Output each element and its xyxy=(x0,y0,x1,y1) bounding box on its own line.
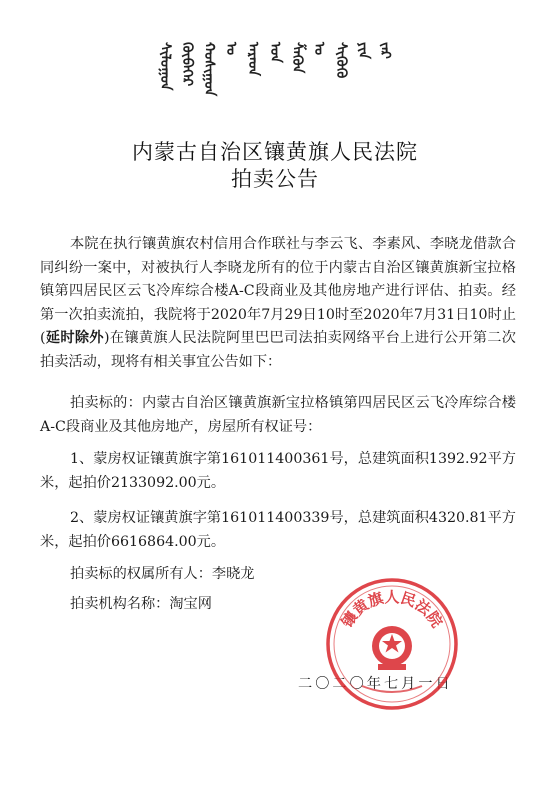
auction-subject-paragraph: 拍卖标的：内蒙古自治区镶黄旗新宝拉格镇第四居民区云飞冷库综合楼A-C段商业及其他房地产，房屋所有权证号： xyxy=(40,395,516,435)
document-date: 二〇二〇年七月一日 xyxy=(298,676,453,692)
owner-line: 拍卖标的权属所有人：李晓龙 xyxy=(70,566,255,582)
document-subtitle: 拍卖公告 xyxy=(231,167,319,191)
mongolian-word: ᠱᠡᠭᠦᠨ xyxy=(289,42,305,74)
property-item-1: 1、蒙房权证镶黄旗字第161011400361号，总建筑面积1392.92平方米，起拍价2133092.00元。 xyxy=(40,451,516,491)
intro-bold-text: 延时除外 xyxy=(45,330,104,346)
mongolian-word: ᠤᠨ xyxy=(267,42,283,63)
court-seal-stamp xyxy=(322,574,462,714)
mongolian-word: ᠠᠷᠠᠳ xyxy=(245,42,261,77)
mongolian-word: ᠶᠢᠨ xyxy=(355,42,371,59)
mongolian-word: ᠬᠥᠪᠡᠭᠡᠷ xyxy=(179,42,195,87)
mongolian-word: ᠤ xyxy=(223,42,239,56)
property-item-2: 2、蒙房权证镶黄旗字第161011400339号，总建筑面积4320.81平方米，起拍价6616864.00元。 xyxy=(40,510,516,550)
agency-line: 拍卖机构名称：淘宝网 xyxy=(70,596,212,612)
mongolian-word: ᠱᠢᠭᠦᠬᠦ xyxy=(333,42,349,79)
mongolian-word: ᠵᠠᠷ xyxy=(377,42,393,59)
mongolian-header xyxy=(0,42,550,112)
intro-text-part2: )在镶黄旗人民法院阿里巴巴司法拍卖网络平台上进行公开第二次拍卖活动，现将有相关事宜公告如下： xyxy=(40,330,516,370)
seal-text: 镶黄旗人民法院 xyxy=(337,588,447,631)
mongolian-word: ᠬᠣᠰᠢᠭᠤᠨ xyxy=(201,42,217,97)
intro-text-part1: 本院在执行镶黄旗农村信用合作联社与李云飞、李素风、李晓龙借款合同纠纷一案中，对被执行人李晓龙所有的位于内蒙古自治区镶黄旗新宝拉格镇第四居民区云飞冷库综合楼A-C段商业及其他房地产进行评估、拍卖。经第一次拍卖流拍，我院将于2020年7月29日10时至2020年7月31日10时止( xyxy=(40,236,516,346)
national-emblem-icon xyxy=(372,626,412,670)
mongolian-word: ᠤ xyxy=(311,42,327,56)
document-title: 内蒙古自治区镶黄旗人民法院 xyxy=(132,140,418,164)
mongolian-word: ᠰᠢᠯᠤᠭᠤᠨ xyxy=(157,42,173,91)
intro-paragraph xyxy=(40,233,516,374)
